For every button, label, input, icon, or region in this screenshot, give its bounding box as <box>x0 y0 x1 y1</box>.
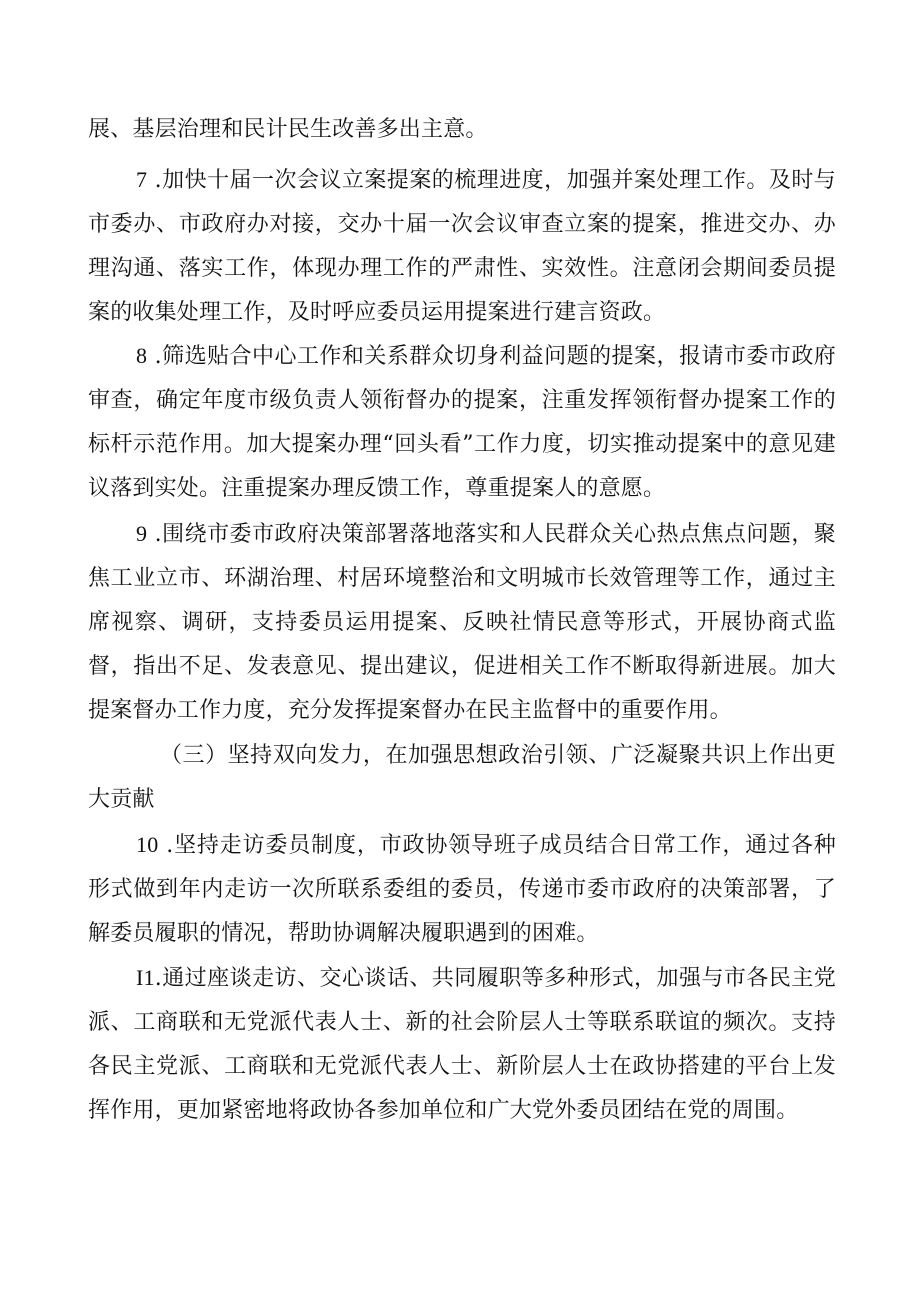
item-number: 8 <box>136 343 148 368</box>
paragraph-text: .围绕市委市政府决策部署落地落实和人民群众关心热点焦点问题，聚焦工业立市、环湖治理、村居环境整治和文明城市长效管理等工作，通过主席视察、调研，支持委员运用提案、反映社情民意等形式，开展协商式监督，指出不足、发表意见、提出建议，促进相关工作不断取得新进展。加大提案督办工作力度，充分发挥提案督办在民主监督中的重要作用。 <box>88 522 836 723</box>
item-number: I1 <box>136 965 155 990</box>
paragraph-item-11 <box>88 956 836 1133</box>
paragraph-text: .坚持走访委员制度，市政协领导班子成员结合日常工作，通过各种形式做到年内走访一次所联系委组的委员，传递市委市政府的决策部署，了解委员履职的情况，帮助协调解决履职遇到的困难。 <box>88 833 836 946</box>
paragraph-text: .加快十届一次会议立案提案的梳理进度，加强并案处理工作。及时与市委办、市政府办对接，交办十届一次会议审查立案的提案，推进交办、办理沟通、落实工作，体现办理工作的严肃性、实效性。注意闭会期间委员提案的收集处理工作，及时呼应委员运用提案进行建言资政。 <box>88 168 836 325</box>
section-heading-text: （三）坚持双向发力，在加强思想政治引领、广泛凝聚共识上作出更大贡献 <box>88 743 836 812</box>
item-number: 9 <box>136 521 148 546</box>
paragraph-text: 展、基层治理和民计民生改善多出主意。 <box>88 117 488 142</box>
paragraph-text: .筛选贴合中心工作和关系群众切身利益问题的提案，报请市委市政府审查，确定年度市级负责人领衔督办的提案，注重发挥领衔督办提案工作的标杆示范作用。加大提案办理“回头看”工作力度，切实推动提案中的意见建议落到实处。注重提案办理反馈工作，尊重提案人的意愿。 <box>88 344 836 501</box>
paragraph-item-10 <box>88 823 836 956</box>
paragraph-continuation <box>88 108 836 152</box>
paragraph-item-9 <box>88 512 836 733</box>
section-heading <box>88 734 836 822</box>
item-number: 10 <box>136 832 159 857</box>
item-number: 7 <box>136 167 148 192</box>
paragraph-item-7 <box>88 158 836 335</box>
paragraph-item-8 <box>88 334 836 511</box>
paragraph-text: .通过座谈走访、交心谈话、共同履职等多种形式，加强与市各民主党派、工商联和无党派代表人士、新的社会阶层人士等联系联谊的频次。支持各民主党派、工商联和无党派代表人士、新阶层人士在政协搭建的平台上发挥作用，更加紧密地将政协各参加单位和广大党外委员团结在党的周围。 <box>88 966 836 1123</box>
